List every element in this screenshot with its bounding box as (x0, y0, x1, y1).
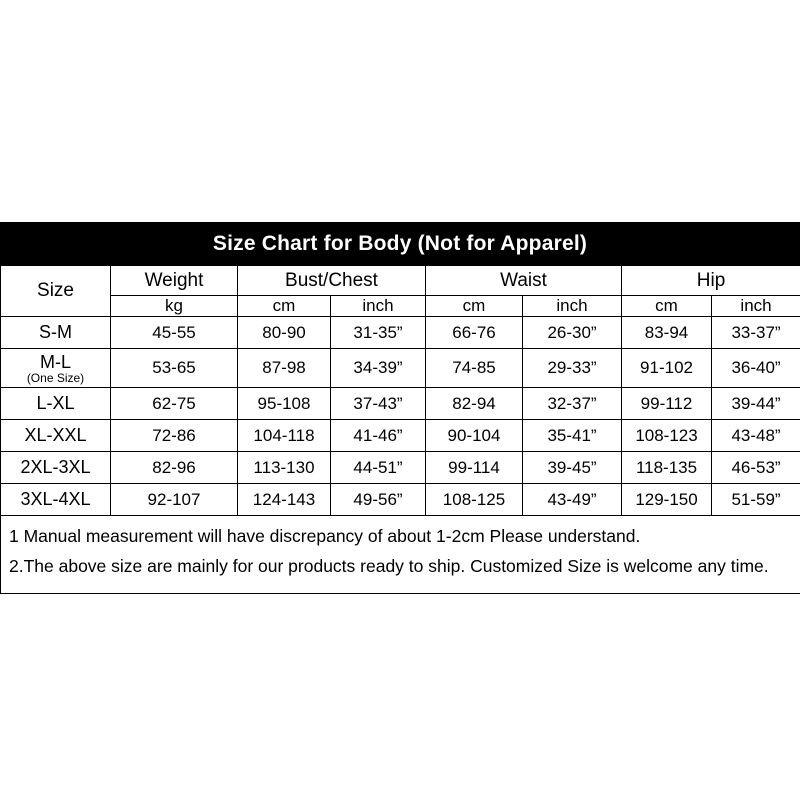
table-cell: 49-56” (331, 484, 426, 516)
table-cell: 44-51” (331, 452, 426, 484)
group-header-weight: Weight (111, 266, 238, 296)
table-cell: 99-112 (622, 388, 712, 420)
table-cell: 43-48” (712, 420, 800, 452)
notes-row (1, 516, 800, 594)
size-cell (1, 388, 111, 420)
size-label: M-L (40, 351, 71, 372)
unit-header-hip-inch: inch (712, 296, 800, 317)
table-cell: 124-143 (238, 484, 331, 516)
note-customized-size: 2.The above size are mainly for our products ready to ship. Customized Size is welcome any time. (9, 556, 769, 576)
table-row (1, 484, 800, 516)
table-cell: 36-40” (712, 349, 800, 388)
table-cell: 108-123 (622, 420, 712, 452)
col-header-size: Size (1, 266, 111, 317)
table-row (1, 420, 800, 452)
table-cell: 37-43” (331, 388, 426, 420)
table-cell: 99-114 (426, 452, 523, 484)
note-measurement-discrepancy: 1 Manual measurement will have discrepancy of about 1-2cm Please understand. (9, 526, 641, 546)
table-cell: 80-90 (238, 317, 331, 349)
table-row (1, 388, 800, 420)
unit-header-hip-cm: cm (622, 296, 712, 317)
table-cell: 33-37” (712, 317, 800, 349)
table-row (1, 317, 800, 349)
size-chart-sheet (0, 222, 800, 594)
table-cell: 32-37” (523, 388, 622, 420)
table-cell: 108-125 (426, 484, 523, 516)
size-label: 3XL-4XL (20, 489, 91, 509)
table-row (1, 452, 800, 484)
table-cell: 104-118 (238, 420, 331, 452)
notes-cell (1, 516, 800, 594)
table-cell: 26-30” (523, 317, 622, 349)
size-sublabel: (One Size) (26, 370, 85, 385)
table-cell: 35-41” (523, 420, 622, 452)
size-cell (1, 452, 111, 484)
table-cell: 34-39” (331, 349, 426, 388)
table-cell: 91-102 (622, 349, 712, 388)
size-label: XL-XXL (24, 425, 87, 445)
table-cell: 29-33” (523, 349, 622, 388)
table-cell: 82-94 (426, 388, 523, 420)
unit-header-waist-inch: inch (523, 296, 622, 317)
table-cell: 39-45” (523, 452, 622, 484)
table-cell: 43-49” (523, 484, 622, 516)
size-cell (1, 420, 111, 452)
size-chart-table (0, 265, 800, 594)
table-cell: 87-98 (238, 349, 331, 388)
table-cell: 53-65 (111, 349, 238, 388)
table-row (1, 349, 800, 388)
table-cell: 45-55 (111, 317, 238, 349)
table-cell: 39-44” (712, 388, 800, 420)
table-cell: 129-150 (622, 484, 712, 516)
unit-header-waist-cm: cm (426, 296, 523, 317)
table-cell: 74-85 (426, 349, 523, 388)
table-cell: 46-53” (712, 452, 800, 484)
size-cell (1, 484, 111, 516)
table-cell: 51-59” (712, 484, 800, 516)
size-label: S-M (39, 322, 72, 342)
group-header-waist: Waist (426, 266, 622, 296)
table-units-row (1, 296, 800, 317)
table-cell: 72-86 (111, 420, 238, 452)
size-label: L-XL (36, 393, 75, 413)
table-cell: 95-108 (238, 388, 331, 420)
table-cell: 82-96 (111, 452, 238, 484)
unit-header-weight-kg: kg (111, 296, 238, 317)
group-header-hip: Hip (622, 266, 800, 296)
unit-header-bust-cm: cm (238, 296, 331, 317)
table-cell: 113-130 (238, 452, 331, 484)
table-cell: 118-135 (622, 452, 712, 484)
table-cell: 66-76 (426, 317, 523, 349)
table-cell: 31-35” (331, 317, 426, 349)
table-cell: 90-104 (426, 420, 523, 452)
size-label: 2XL-3XL (20, 457, 91, 477)
table-cell: 41-46” (331, 420, 426, 452)
size-cell (1, 349, 111, 388)
table-header-row (1, 266, 800, 296)
table-cell: 92-107 (111, 484, 238, 516)
size-chart-title: Size Chart for Body (Not for Apparel) (0, 222, 800, 265)
group-header-bust-chest: Bust/Chest (238, 266, 426, 296)
unit-header-bust-inch: inch (331, 296, 426, 317)
table-cell: 83-94 (622, 317, 712, 349)
size-cell (1, 317, 111, 349)
table-cell: 62-75 (111, 388, 238, 420)
